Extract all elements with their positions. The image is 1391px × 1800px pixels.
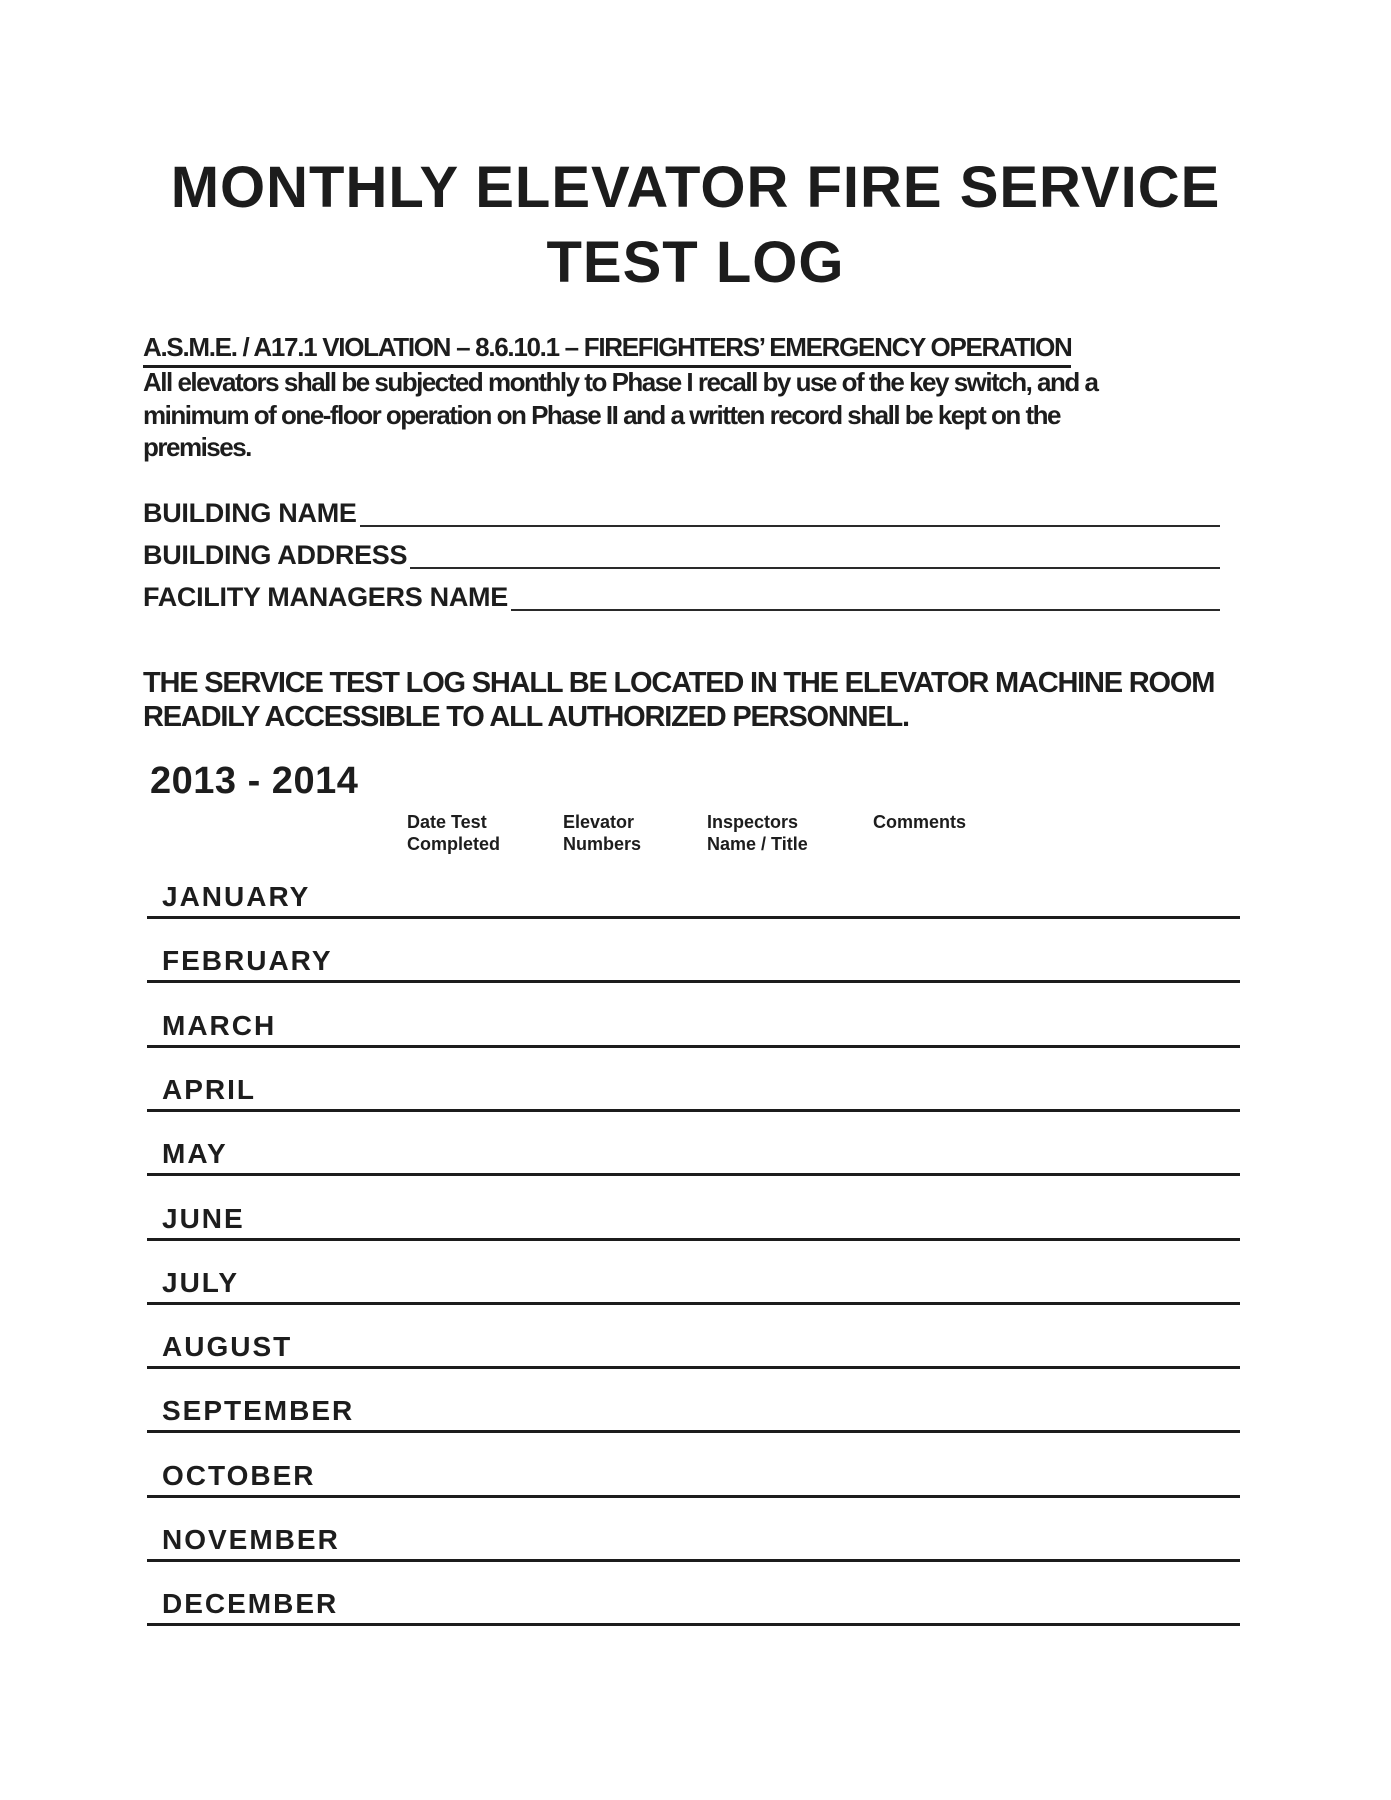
month-label: JANUARY [162,881,311,912]
column-header [407,812,500,855]
month-label: DECEMBER [162,1588,339,1619]
column-header-line1: Date Test [407,812,487,832]
column-header-line2: Name / Title [707,833,808,854]
month-label: NOVEMBER [162,1524,340,1555]
month-label: AUGUST [162,1331,293,1362]
month-row-november[interactable] [147,1525,1240,1562]
violation-body-line3: premises. [143,432,251,462]
month-label: JUNE [162,1203,245,1234]
column-header-line1: Elevator [563,812,635,832]
location-notice [143,667,1214,734]
facility-managers-name-label: FACILITY MANAGERS NAME [143,582,508,612]
month-row-june[interactable] [147,1204,1240,1241]
month-label: APRIL [162,1074,256,1105]
column-header-line2: Numbers [563,833,642,854]
month-row-september[interactable] [147,1396,1240,1433]
location-notice-line1: THE SERVICE TEST LOG SHALL BE LOCATED IN THE ELEVATOR MACHINE ROOM [143,667,1215,699]
violation-body-line1: All elevators shall be subjected monthly to Phase I recall by use of the key switch, and a [143,367,1098,397]
location-notice-line2: READILY ACCESSIBLE TO ALL AUTHORIZED PERSONNEL. [143,700,909,733]
facility-managers-name-row [143,583,1220,611]
column-header-line1: Inspectors [707,812,799,832]
column-header [563,812,641,855]
month-label: MAY [162,1138,228,1169]
building-name-field[interactable] [360,499,1220,527]
column-header-line1: Comments [873,812,967,832]
month-row-february[interactable] [147,946,1240,983]
column-header [707,812,808,855]
document-title-line2: TEST LOG [546,230,845,295]
violation-body [143,366,1097,464]
column-header-line2: Completed [407,833,501,854]
violation-heading: A.S.M.E. / A17.1 VIOLATION – 8.6.10.1 – FIREFIGHTERS’ EMERGENCY OPERATION [143,332,1071,368]
month-row-january[interactable] [147,882,1240,919]
month-row-march[interactable] [147,1011,1240,1048]
month-row-july[interactable] [147,1268,1240,1305]
document-title [0,150,1391,300]
month-row-may[interactable] [147,1139,1240,1176]
building-address-field[interactable] [410,541,1220,569]
facility-managers-name-field[interactable] [511,583,1220,611]
violation-body-line2: minimum of one-floor operation on Phase II and a written record shall be kept on the [143,399,1061,430]
building-name-label: BUILDING NAME [143,498,357,528]
building-address-label: BUILDING ADDRESS [143,540,408,570]
month-row-december[interactable] [147,1589,1240,1626]
month-label: MARCH [162,1010,277,1041]
building-name-row [143,499,1220,527]
month-label: SEPTEMBER [162,1395,355,1426]
month-row-august[interactable] [147,1332,1240,1369]
month-row-april[interactable] [147,1075,1240,1112]
month-label: FEBRUARY [162,945,333,976]
building-address-row [143,541,1220,569]
column-header [873,812,966,834]
document-title-line1: MONTHLY ELEVATOR FIRE SERVICE [170,155,1221,220]
year-range-heading: 2013 - 2014 [150,760,359,802]
month-label: OCTOBER [162,1460,316,1491]
month-label: JULY [162,1267,240,1298]
month-row-october[interactable] [147,1461,1240,1498]
